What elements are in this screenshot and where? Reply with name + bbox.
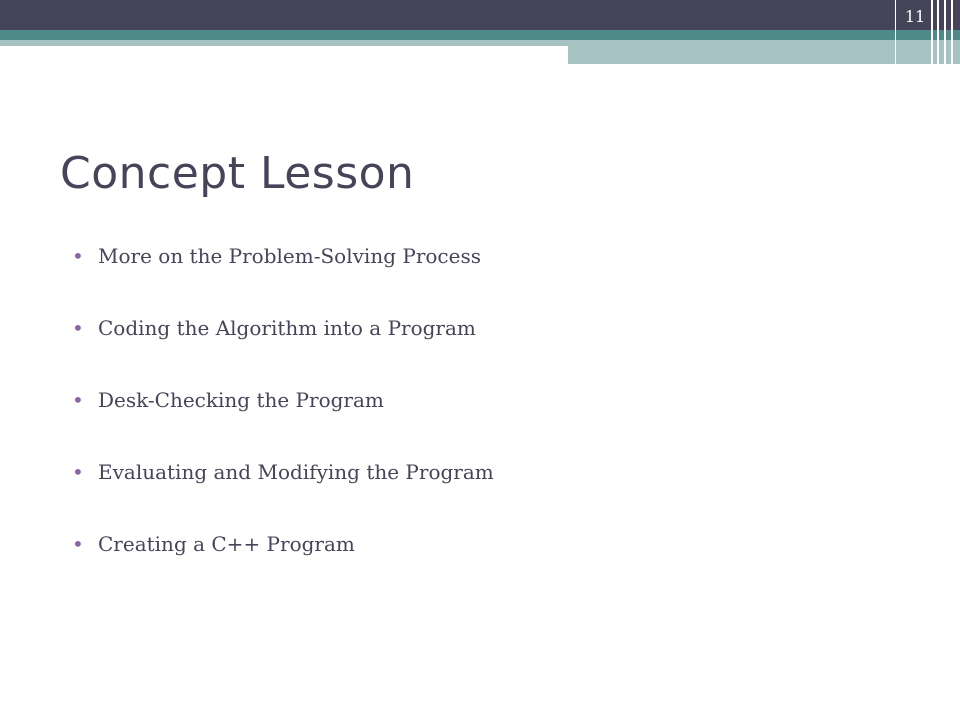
bullet-text: Evaluating and Modifying the Program <box>98 460 494 484</box>
header-divider-line <box>931 0 933 64</box>
bullet-dot-icon: • <box>72 460 84 484</box>
bullet-item <box>72 244 494 316</box>
bullet-item <box>72 316 494 388</box>
bullet-dot-icon: • <box>72 244 84 268</box>
header-divider-line <box>944 0 946 64</box>
bullet-item <box>72 532 494 604</box>
header-band-light-left <box>0 40 568 46</box>
header-band-teal <box>0 30 960 40</box>
bullet-text: More on the Problem-Solving Process <box>98 244 481 268</box>
bullet-dot-icon: • <box>72 388 84 412</box>
bullet-text: Desk-Checking the Program <box>98 388 384 412</box>
slide-title: Concept Lesson <box>60 148 415 199</box>
bullet-text: Creating a C++ Program <box>98 532 355 556</box>
header-divider-line <box>937 0 939 64</box>
bullet-text: Coding the Algorithm into a Program <box>98 316 476 340</box>
header-divider-line <box>895 0 896 64</box>
bullet-item <box>72 388 494 460</box>
bullet-dot-icon: • <box>72 532 84 556</box>
header-divider-line <box>951 0 953 64</box>
slide-number: 11 <box>904 7 926 26</box>
bullet-dot-icon: • <box>72 316 84 340</box>
header-band-light-right <box>568 40 960 64</box>
bullet-list <box>72 244 494 604</box>
header-band-dark <box>0 0 960 30</box>
bullet-item <box>72 460 494 532</box>
